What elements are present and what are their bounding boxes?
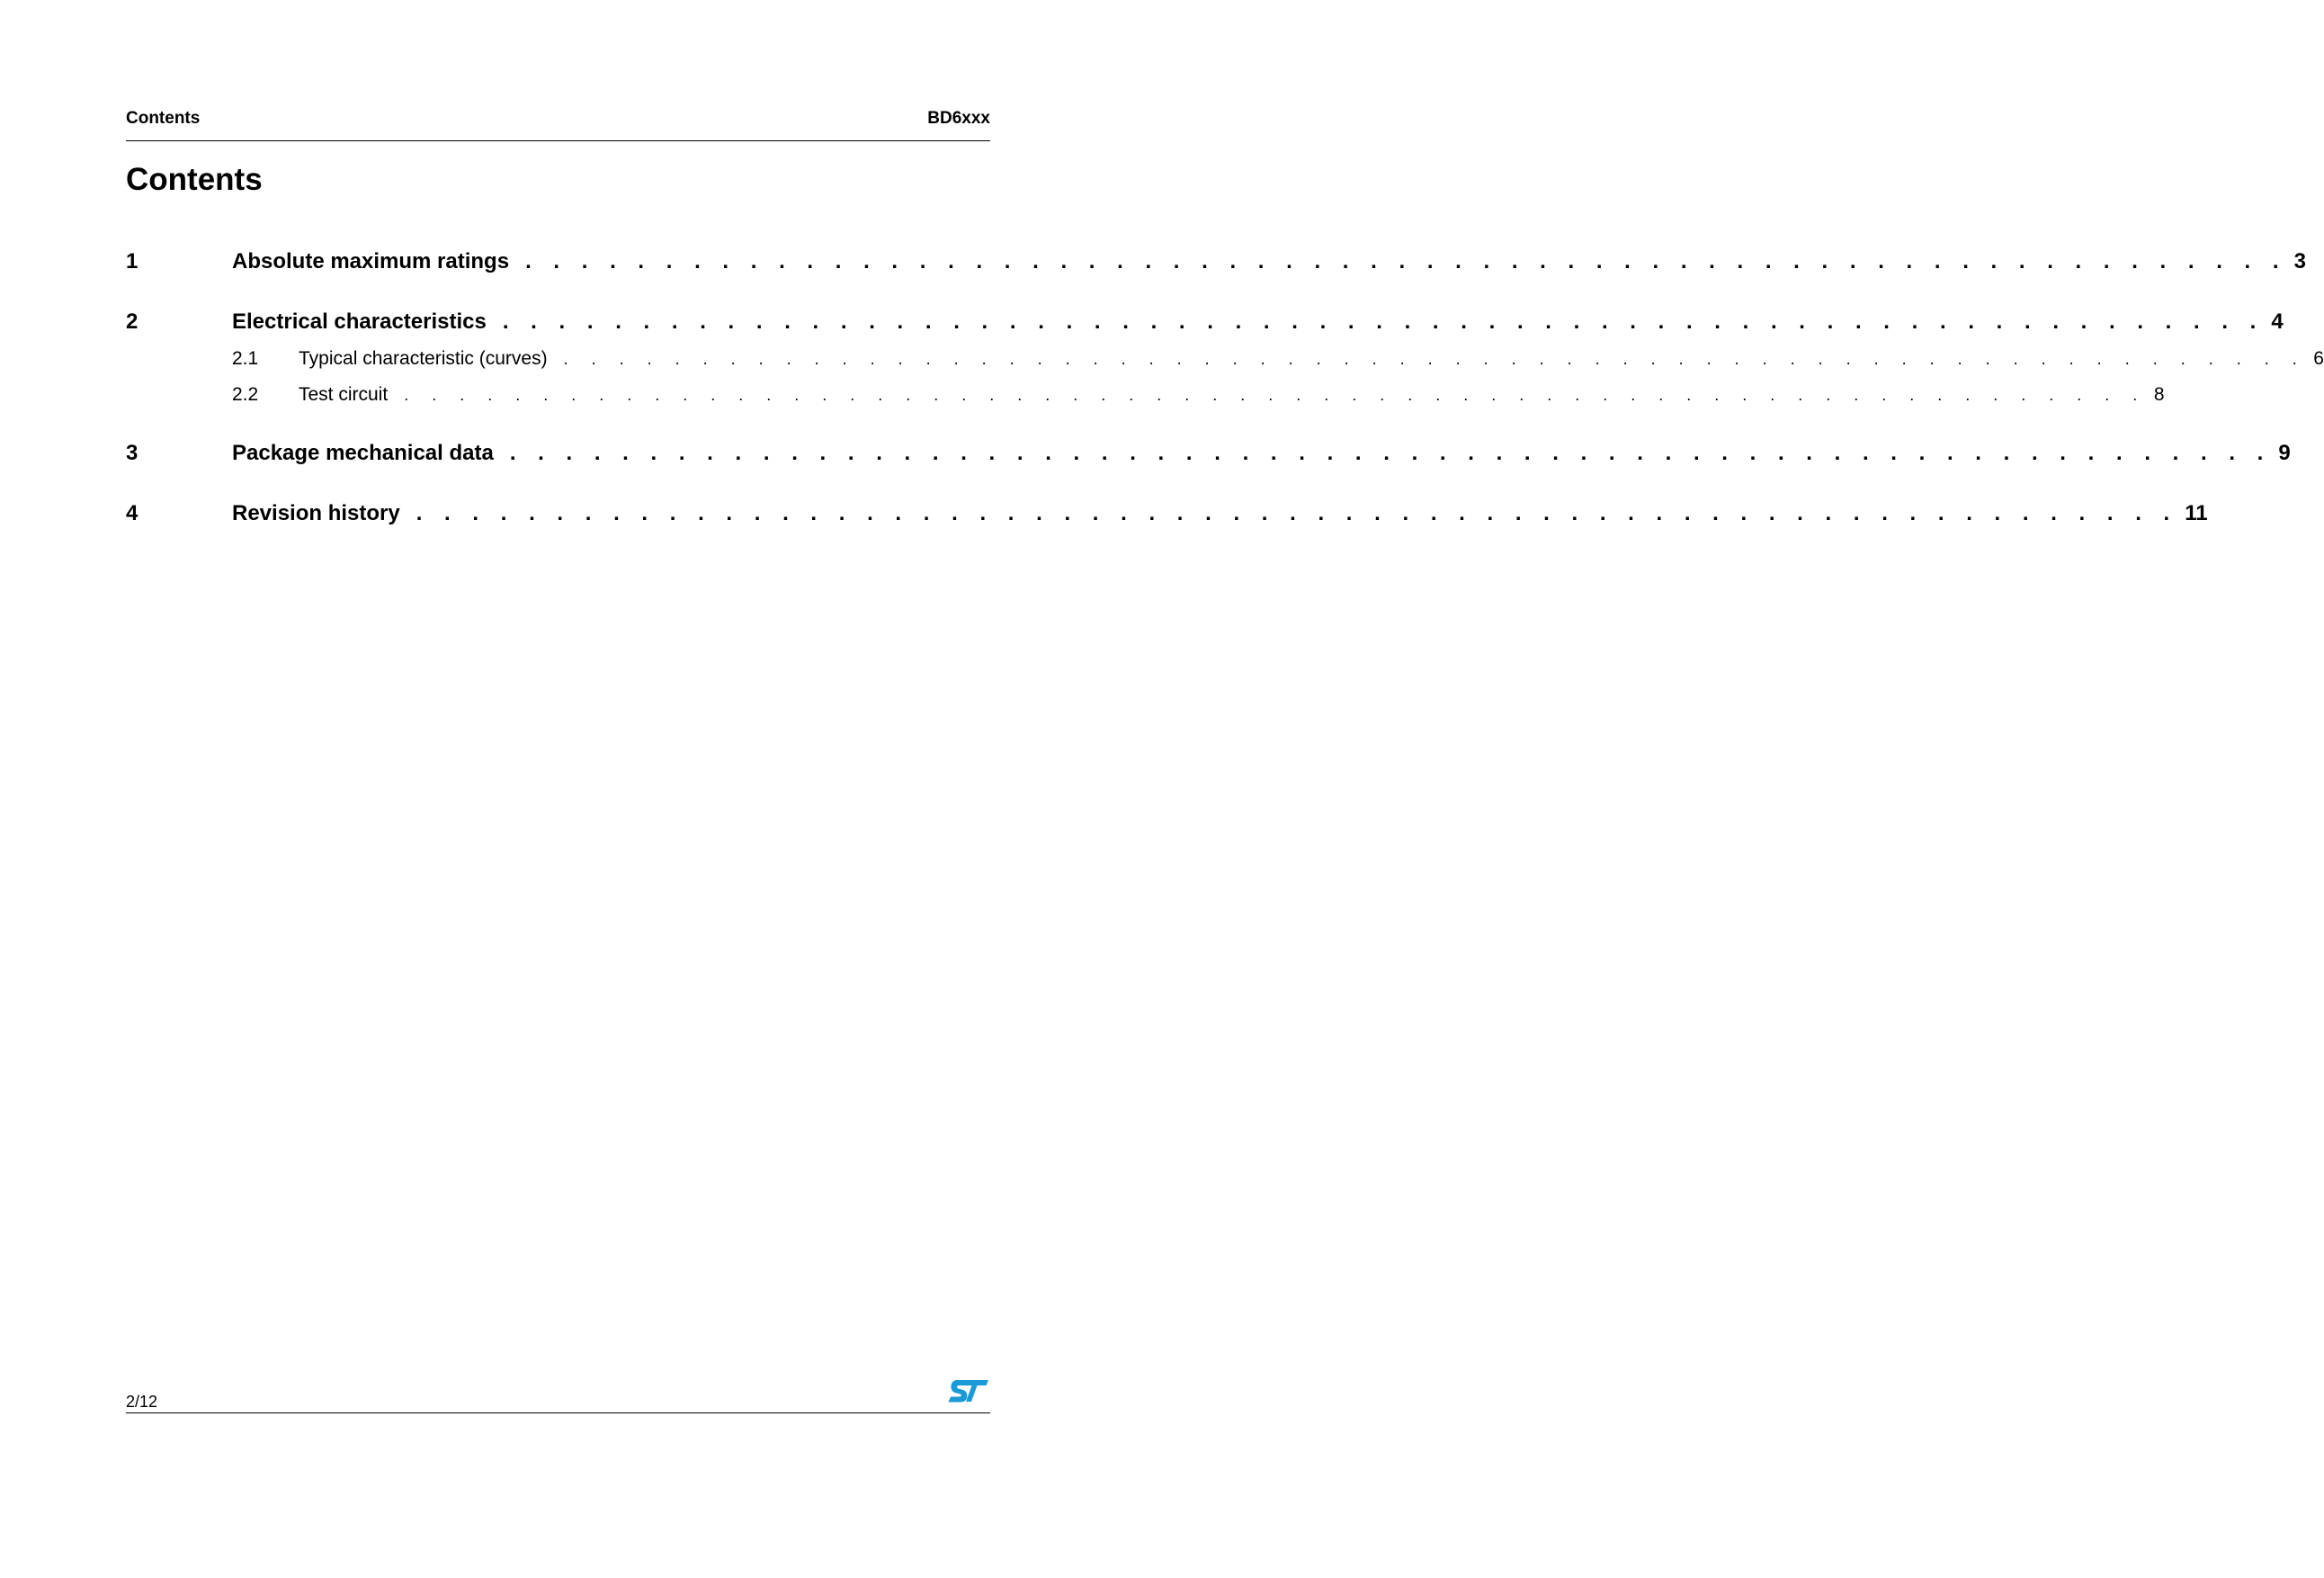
toc-entry-1[interactable] — [126, 249, 2306, 278]
toc-number: 2 — [126, 309, 139, 334]
toc-number: 4 — [126, 501, 139, 525]
toc-leader-dots: . . . . . . . . . . . . . . . . . . . . . . . . . . . . . . . . . . . . . . . . . . . . . . . . . . . . . . . . . . . . . . . — [404, 386, 2147, 404]
toc-label[interactable]: Electrical characteristics — [232, 309, 487, 334]
st-logo-icon — [947, 1378, 990, 1407]
toc-number: 1 — [126, 249, 139, 273]
toc-leader-dots: . . . . . . . . . . . . . . . . . . . . . . . . . . . . . . . . . . . . . . . . . . . . . . . . . . . . . . . . . . . . . . . — [416, 501, 2178, 525]
toc-leader-dots: . . . . . . . . . . . . . . . . . . . . . . . . . . . . . . . . . . . . . . . . . . . . . . . . . . . . . . . . . . . . . . . — [525, 249, 2287, 273]
header-product-name: BD6xxx — [927, 109, 990, 128]
toc-entry-4[interactable] — [126, 501, 2208, 530]
header-section-title: Contents — [126, 109, 201, 128]
toc-label[interactable]: Absolute maximum ratings — [232, 249, 510, 273]
toc-label[interactable]: Typical characteristic (curves) — [299, 348, 548, 369]
toc-number: 2.1 — [232, 348, 259, 369]
page-footer — [126, 1375, 990, 1413]
toc-page-number[interactable]: 8 — [2153, 384, 2165, 405]
toc-leader-dots: . . . . . . . . . . . . . . . . . . . . . . . . . . . . . . . . . . . . . . . . . . . . . . . . . . . . . . . . . . . . . . . — [509, 441, 2272, 465]
toc-label[interactable]: Package mechanical data — [232, 441, 494, 465]
toc-leader-dots: . . . . . . . . . . . . . . . . . . . . . . . . . . . . . . . . . . . . . . . . . . . . . . . . . . . . . . . . . . . . . . . — [563, 350, 2307, 368]
toc-entry-3[interactable] — [126, 441, 2291, 470]
toc-entry-2-2[interactable] — [126, 384, 2165, 413]
toc-entry-2-1[interactable] — [126, 348, 2324, 377]
page-title: Contents — [126, 162, 263, 197]
toc-label[interactable]: Test circuit — [299, 384, 389, 405]
toc-page-number[interactable]: 11 — [2185, 501, 2208, 525]
toc-entry-2[interactable] — [126, 309, 2284, 338]
toc-number: 3 — [126, 441, 139, 465]
toc-page-number[interactable]: 4 — [2271, 309, 2284, 334]
toc-leader-dots: . . . . . . . . . . . . . . . . . . . . . . . . . . . . . . . . . . . . . . . . . . . . . . . . . . . . . . . . . . . . . . . — [502, 309, 2265, 334]
footer-page-number: 2/12 — [126, 1393, 158, 1411]
toc-page-number[interactable]: 6 — [2313, 348, 2324, 369]
toc-page-number[interactable]: 3 — [2293, 249, 2306, 273]
toc-label[interactable]: Revision history — [232, 501, 400, 525]
toc-page-number[interactable]: 9 — [2278, 441, 2291, 465]
page-header — [126, 106, 990, 141]
toc-number: 2.2 — [232, 384, 259, 405]
